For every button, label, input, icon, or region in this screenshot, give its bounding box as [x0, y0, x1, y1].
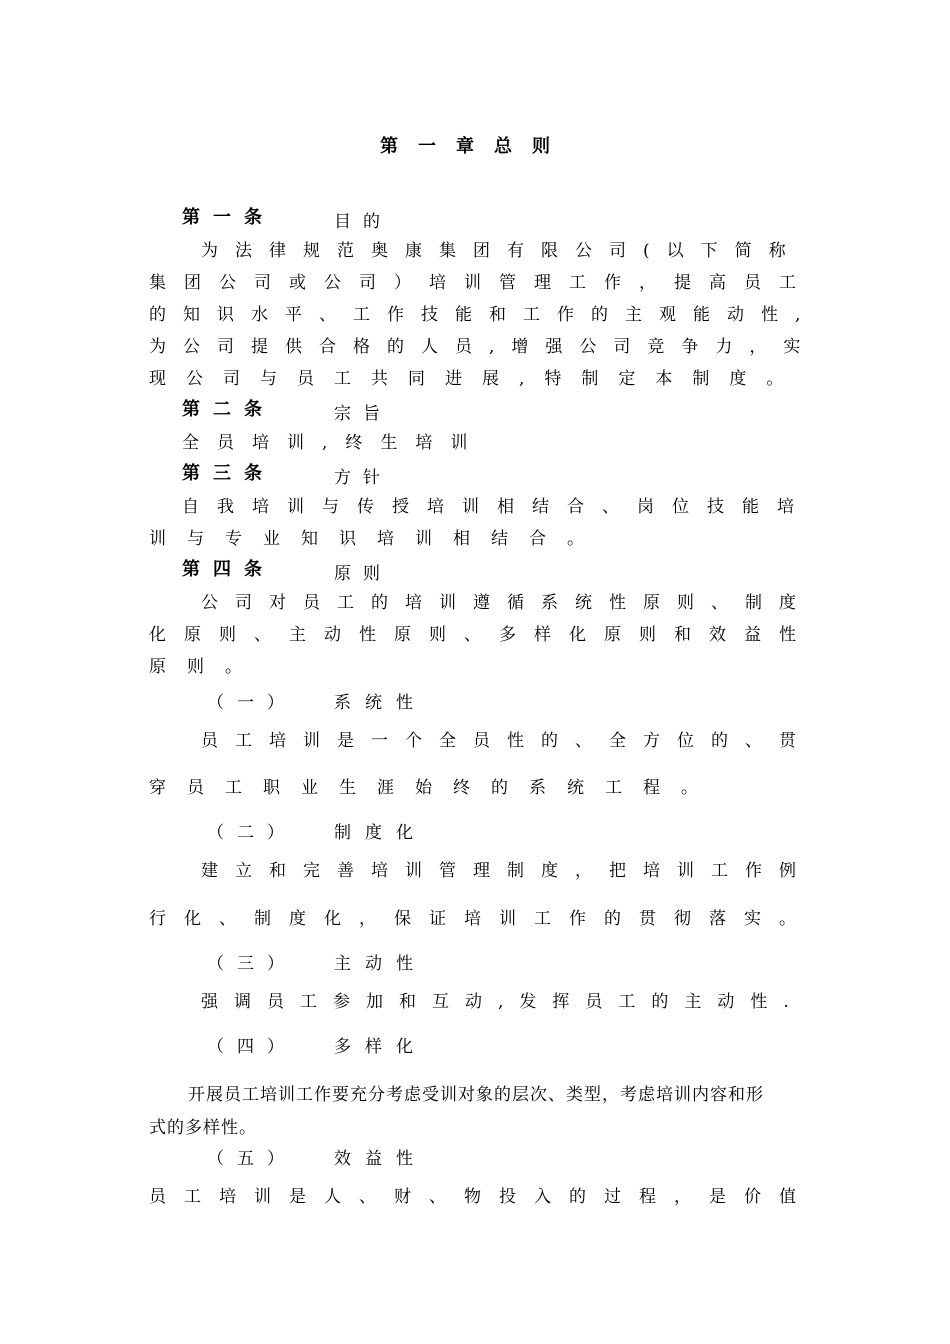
principle-number: （一）	[207, 693, 297, 713]
article-number: 第一条	[182, 207, 275, 228]
principle-number: （四）	[207, 1037, 297, 1057]
paragraph-line: 为公司提供合格的人员,增强公司竞争力，实	[149, 337, 818, 357]
paragraph-line: 自我培训与传授培训相结合、岗位技能培	[182, 497, 812, 517]
paragraph-line: 全员培训,终生培训	[182, 433, 486, 453]
paragraph-line: 训与专业知识培训相结合。	[149, 529, 605, 549]
article-name: 目的	[334, 212, 392, 232]
principle-name: 系统性	[334, 693, 427, 713]
article-number: 第四条	[182, 559, 275, 580]
chapter-title: 第一章总则	[380, 136, 570, 157]
article-name: 原则	[334, 564, 392, 584]
paragraph-line: 穿员工职业生涯始终的系统工程。	[149, 778, 719, 798]
article-number: 第二条	[182, 399, 275, 420]
principle-number: （三）	[207, 954, 297, 974]
paragraph-line: 建立和完善培训管理制度，把培训工作例	[201, 861, 813, 881]
paragraph-line: 强调员工参加和互动,发挥员工的主动性.	[201, 992, 805, 1012]
paragraph-line: 的知识水平、工作技能和工作的主观能动性,	[149, 305, 818, 325]
principle-number: （二）	[207, 823, 297, 843]
paragraph-line: 式的多样性。	[149, 1118, 257, 1138]
principle-number: （五）	[207, 1149, 297, 1169]
paragraph-line: 为法律规范奥康集团有限公司(以下简称	[201, 241, 803, 261]
article-name: 宗旨	[334, 404, 392, 424]
principle-name: 效益性	[334, 1149, 427, 1169]
principle-name: 制度化	[334, 823, 427, 843]
principle-name: 主动性	[334, 954, 427, 974]
article-name: 方针	[334, 468, 392, 488]
article-number: 第三条	[182, 463, 275, 484]
paragraph-line: 开展员工培训工作要充分考虑受训对象的层次、类型，考虑培训内容和形	[188, 1085, 764, 1105]
paragraph-line: 员工培训是人、财、物投入的过程，是价值	[149, 1187, 814, 1207]
paragraph-line: 员工培训是一个全员性的、全方位的、贯	[201, 731, 813, 751]
paragraph-line: 公司对员工的培训遵循系统性原则、制度	[201, 593, 813, 613]
paragraph-line: 集团公司或公司）培训管理工作，提高员工	[149, 273, 814, 293]
paragraph-line: 原则。	[149, 657, 263, 677]
paragraph-line: 行化、制度化，保证培训工作的贯彻落实。	[149, 909, 814, 929]
paragraph-line: 现公司与员工共同进展,特制定本制度。	[149, 369, 804, 389]
principle-name: 多样化	[334, 1037, 427, 1057]
paragraph-line: 化原则、主动性原则、多样化原则和效益性	[149, 625, 814, 645]
